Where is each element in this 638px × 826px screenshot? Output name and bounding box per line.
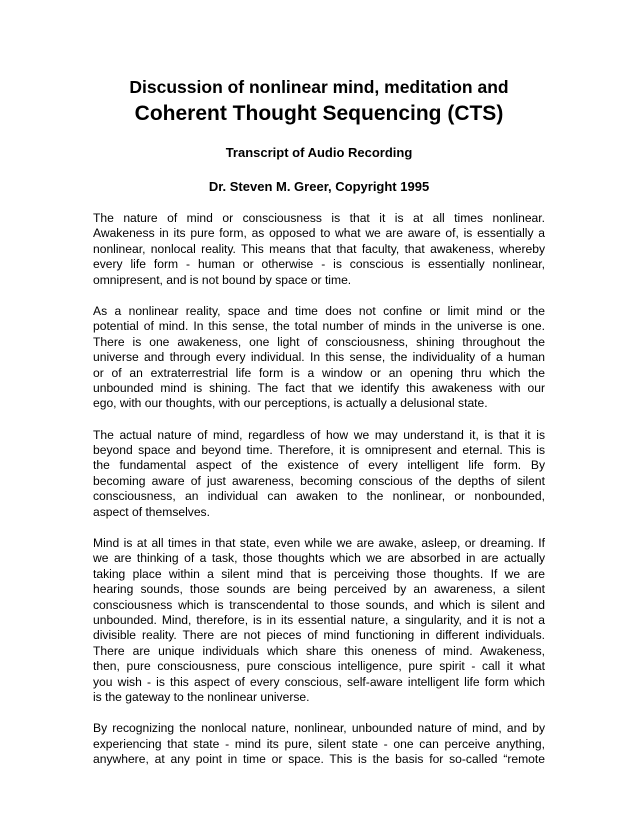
title-line-1: Discussion of nonlinear mind, meditation and [129, 77, 509, 97]
paragraph-line: the fundamental aspect of the existence of every intelligent life form. By [93, 458, 545, 473]
paragraph-line: universe and through every individual. In this sense, the individuality of a human [93, 350, 545, 365]
paragraph-line: The nature of mind or consciousness is that it is at all times nonlinear. [93, 211, 545, 225]
paragraph [93, 721, 545, 767]
paragraph-line: By recognizing the nonlocal nature, nonlinear, unbounded nature of mind, and by [93, 721, 545, 736]
paragraph-line: aspect of themselves. [93, 504, 210, 519]
paragraph-line: Mind is at all times in that state, even while we are awake, asleep, or dreaming. If [93, 536, 545, 551]
paragraph-line: we are thinking of a task, those thoughts which we are absorbed in are actually [93, 551, 545, 566]
paragraph-line: nonlinear, nonlocal reality. This means that that faculty, that awakeness, whereby [93, 241, 545, 256]
paragraph [93, 211, 545, 288]
paragraph-line: experiencing that state - mind its pure, silent state - one can perceive anything, [93, 736, 545, 751]
paragraph-line: beyond space and beyond time. Therefore, it is omnipresent and eternal. This is [93, 443, 545, 458]
paragraph [93, 536, 545, 705]
paragraph-line: you wish - is this aspect of every conscious, self-aware intelligent life form which [93, 674, 545, 689]
paragraph-line: omnipresent, and is not bound by space or time. [93, 272, 352, 287]
paragraph-line: divisible reality. There are not pieces of mind functioning in different individuals. [93, 628, 545, 643]
paragraph-line: unbounded mind is shining. The fact that we identify this awakeness with our [93, 380, 545, 395]
paragraph-line: consciousness, an individual can awaken to the nonlinear, or nonbounded, [93, 489, 545, 504]
paragraph-line: unbounded. Mind, therefore, is in its essential nature, a singularity, and it is not a [93, 612, 545, 627]
paragraph [93, 428, 545, 520]
body-text [93, 211, 545, 784]
paragraph-line: or of an extraterrestrial life form is a window or an opening thru which the [93, 365, 545, 380]
paragraph-line: Awakeness in its pure form, as opposed to what we are aware of, is essentially a [93, 226, 545, 241]
paragraph-line: anywhere, at any point in time or space. This is the basis for so-called “remote [93, 752, 545, 767]
paragraph [93, 304, 545, 412]
author-copyright: Dr. Steven M. Greer, Copyright 1995 [208, 179, 430, 194]
paragraph-line: taking place within a silent mind that is perceiving those thoughts. If we are [93, 566, 545, 581]
paragraph-line: The actual nature of mind, regardless of how we may understand it, is that it is [93, 427, 545, 442]
paragraph-line: As a nonlinear reality, space and time does not confine or limit mind or the [93, 303, 545, 318]
paragraph-line: potential of mind. In this sense, the total number of minds in the universe is one. [93, 319, 545, 334]
paragraph-line: then, pure consciousness, pure conscious intelligence, pure spirit - call it what [93, 659, 545, 674]
subtitle: Transcript of Audio Recording [225, 145, 413, 160]
title-line-2: Coherent Thought Sequencing (CTS) [134, 102, 504, 125]
paragraph-line: consciousness which is transcendental to those sounds, and which is silent and [93, 597, 545, 612]
paragraph-line: ego, with our thoughts, with our perceptions, is actually a delusional state. [93, 396, 488, 411]
paragraph-line: is the gateway to the nonlinear universe. [93, 689, 310, 704]
paragraph-line: hearing sounds, those sounds are being perceived by an awareness, a silent [93, 582, 545, 597]
paragraph-line: There are unique individuals which share this oneness of mind. Awakeness, [93, 643, 545, 658]
paragraph-line: every life form - human or otherwise - is conscious is essentially nonlinear, [93, 257, 545, 272]
paragraph-line: There is one awakeness, one light of consciousness, shining throughout the [93, 334, 545, 349]
paragraph-line: becoming aware of just awareness, becoming conscious of the depths of silent [93, 473, 545, 488]
